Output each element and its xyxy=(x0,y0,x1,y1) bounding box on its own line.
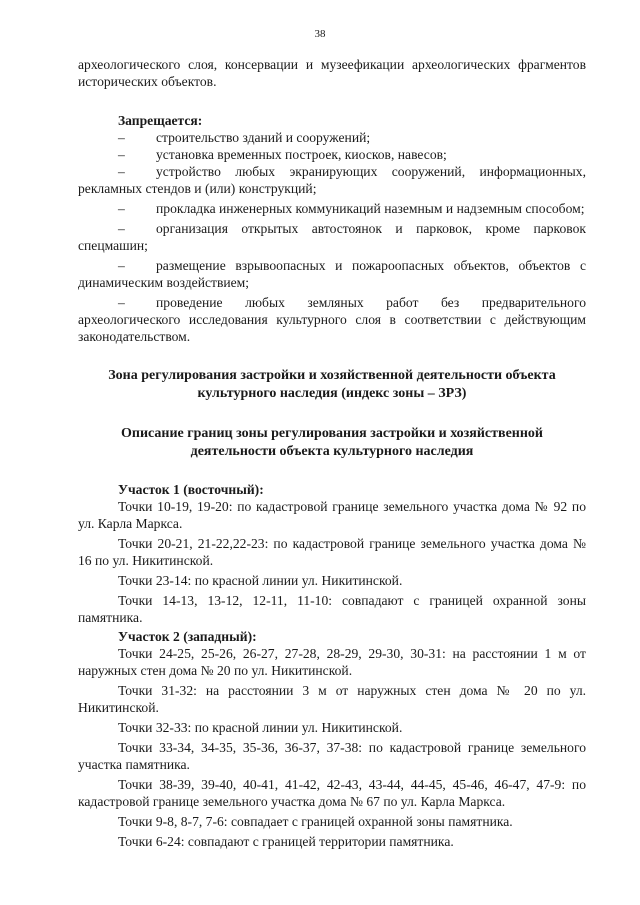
section1-point: Точки 10-19, 19-20: по кадастровой границе земельного участка дома № 92 по ул. Карла Маркса. xyxy=(78,499,586,531)
list-item: – организация открытых автостоянок и парковок, кроме парковок спецмашин; xyxy=(78,221,586,253)
intro-paragraph: археологического слоя, консервации и музеефикации археологических фрагментов исторических объектов. xyxy=(78,57,586,89)
list-item: – строительство зданий и сооружений; xyxy=(118,130,371,145)
section1-point: Точки 20-21, 21-22,22-23: по кадастровой границе земельного участка дома № 16 по ул. Никитинской. xyxy=(78,536,586,568)
list-item: – прокладка инженерных коммуникаций наземным и надземным способом; xyxy=(118,201,585,216)
section1-point: Точки 23-14: по красной линии ул. Никитинской. xyxy=(118,573,403,588)
section2-point: Точки 38-39, 39-40, 40-41, 41-42, 42-43, 43-44, 44-45, 45-46, 46-47, 47-9: по кадастровой границе земельного участка дома № 67 по ул. Карла Маркса. xyxy=(78,777,586,809)
section2-point: Точки 9-8, 8-7, 7-6: совпадает с границей охранной зоны памятника. xyxy=(118,814,513,829)
list-item: – проведение любых земляных работ без предварительного археологического исследования культурного слоя в соответствии с действующим законодательством. xyxy=(78,295,586,344)
section2-point: Точки 6-24: совпадают с границей территории памятника. xyxy=(118,834,454,849)
prohibited-heading: Запрещается: xyxy=(118,113,203,128)
page-content xyxy=(78,56,586,850)
section2-point: Точки 31-32: на расстоянии 3 м от наружных стен дома № 20 по ул. Никитинской. xyxy=(78,683,586,715)
page-number: 38 xyxy=(314,28,326,40)
prohibited-list xyxy=(78,129,586,345)
section2-point: Точки 32-33: по красной линии ул. Никитинской. xyxy=(118,720,403,735)
zone-heading: Зона регулирования застройки и хозяйственной деятельности объекта культурного наследия (индекс зоны – ЗРЗ) xyxy=(108,368,556,401)
section1-point: Точки 14-13, 13-12, 12-11, 11-10: совпадают с границей охранной зоны памятника. xyxy=(78,593,586,625)
section2-point: Точки 33-34, 34-35, 35-36, 36-37, 37-38: по кадастровой границе земельного участка памятника. xyxy=(78,740,586,772)
section2-title: Участок 2 (западный): xyxy=(118,629,257,644)
boundary-heading: Описание границ зоны регулирования застройки и хозяйственной деятельности объекта культурного наследия xyxy=(120,426,543,459)
list-item: – размещение взрывоопасных и пожароопасных объектов, объектов с динамическим воздействием; xyxy=(78,258,586,290)
section1-title: Участок 1 (восточный): xyxy=(118,482,264,497)
section2-point: Точки 24-25, 25-26, 26-27, 27-28, 28-29, 29-30, 30-31: на расстоянии 1 м от наружных стен дома № 20 по ул. Никитинской. xyxy=(78,646,586,678)
list-item: – установка временных построек, киосков, навесов; xyxy=(118,147,447,162)
list-item: – устройство любых экранирующих сооружений, информационных, рекламных стендов и (или) конструкций; xyxy=(78,164,586,196)
